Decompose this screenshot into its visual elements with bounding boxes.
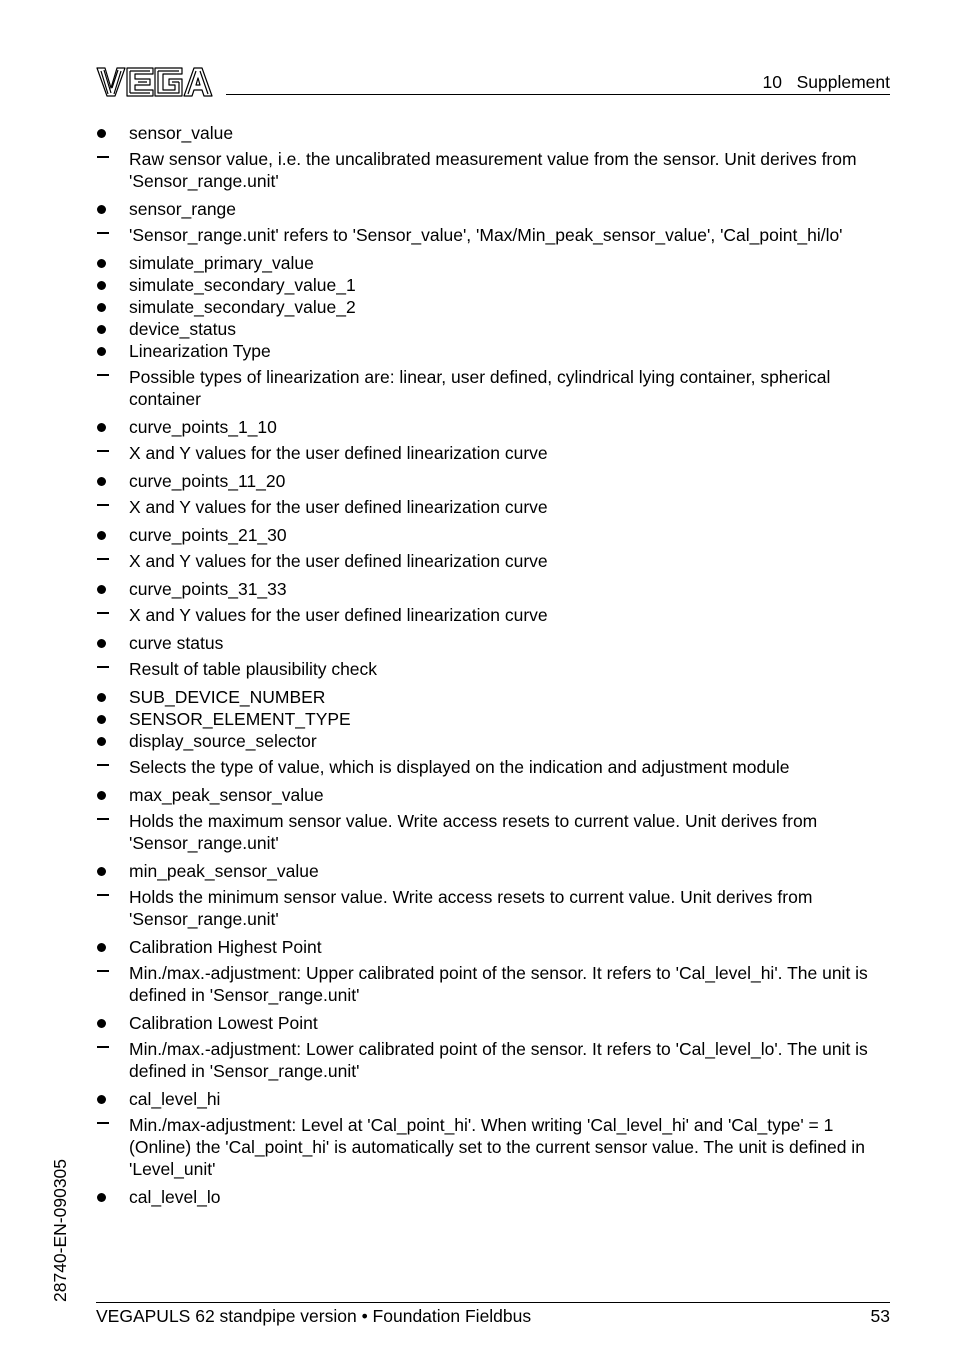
parameter-description [96,224,890,246]
dash-icon [96,886,110,908]
parameter-description [96,810,890,854]
parameter-item [96,252,890,274]
bullet-icon [96,296,110,318]
bullet-icon [96,708,110,730]
parameter-description [96,496,890,518]
item-text: SENSOR_ELEMENT_TYPE [129,709,351,729]
dash-icon [96,962,110,984]
parameter-item [96,318,890,340]
parameter-item [96,1012,890,1034]
dash-icon [96,1114,110,1136]
parameter-item [96,730,890,752]
item-text: X and Y values for the user defined linearization curve [129,497,548,517]
item-text: sensor_range [129,199,237,219]
item-text: Min./max.-adjustment: Upper calibrated point of the sensor. It refers to 'Cal_level_hi'. The unit is defined in 'Sensor_range.unit' [129,963,868,1005]
bullet-icon [96,686,110,708]
parameter-description [96,550,890,572]
parameter-list [96,122,890,1208]
parameter-item [96,632,890,654]
document-code: 28740-EN-090305 [50,1158,70,1302]
bullet-icon [96,1088,110,1110]
parameter-item [96,936,890,958]
item-text: max_peak_sensor_value [129,785,324,805]
dash-icon [96,224,110,246]
item-text: Possible types of linearization are: linear, user defined, cylindrical lying container, spherical container [129,367,831,409]
dash-icon [96,756,110,778]
footer-title: VEGAPULS 62 standpipe version • Foundation Fieldbus [96,1306,532,1326]
item-text: display_source_selector [129,731,317,751]
bullet-icon [96,470,110,492]
parameter-item [96,122,890,144]
item-text: min_peak_sensor_value [129,861,319,881]
item-text: simulate_secondary_value_1 [129,275,356,295]
parameter-description [96,148,890,192]
parameter-description [96,1038,890,1082]
dash-icon [96,810,110,832]
parameter-description [96,366,890,410]
item-text: simulate_secondary_value_2 [129,297,356,317]
item-text: curve_points_21_30 [129,525,287,545]
parameter-item [96,860,890,882]
bullet-icon [96,252,110,274]
dash-icon [96,496,110,518]
parameter-description [96,1114,890,1180]
bullet-icon [96,860,110,882]
parameter-item [96,1186,890,1208]
item-text: Calibration Lowest Point [129,1013,318,1033]
header-rule [226,94,890,95]
dash-icon [96,550,110,572]
item-text: Linearization Type [129,341,271,361]
bullet-icon [96,936,110,958]
parameter-description [96,962,890,1006]
item-text: Result of table plausibility check [129,659,378,679]
parameter-item [96,296,890,318]
bullet-icon [96,122,110,144]
parameter-description [96,658,890,680]
bullet-icon [96,1186,110,1208]
footer-rule [96,1302,890,1303]
parameter-item [96,416,890,438]
item-text: simulate_primary_value [129,253,314,273]
dash-icon [96,604,110,626]
parameter-item [96,784,890,806]
bullet-icon [96,632,110,654]
item-text: Raw sensor value, i.e. the uncalibrated measurement value from the sensor. Unit derives from 'Sensor_range.unit' [129,149,857,191]
item-text: curve_points_1_10 [129,417,277,437]
vega-logo [96,66,214,98]
bullet-icon [96,524,110,546]
bullet-icon [96,1012,110,1034]
item-text: curve_points_11_20 [129,471,286,491]
section-header: 10 Supplement [762,72,890,92]
parameter-item [96,274,890,296]
parameter-description [96,886,890,930]
parameter-description [96,442,890,464]
item-text: cal_level_hi [129,1089,221,1109]
page-number: 53 [870,1306,890,1326]
item-text: Holds the maximum sensor value. Write access resets to current value. Unit derives from 'Sensor_range.unit' [129,811,818,853]
parameter-item [96,1088,890,1110]
parameter-item [96,708,890,730]
bullet-icon [96,730,110,752]
bullet-icon [96,578,110,600]
item-text: X and Y values for the user defined linearization curve [129,605,548,625]
item-text: device_status [129,319,237,339]
parameter-description [96,604,890,626]
bullet-icon [96,198,110,220]
bullet-icon [96,318,110,340]
item-text: SUB_DEVICE_NUMBER [129,687,326,707]
parameter-item [96,470,890,492]
item-text: X and Y values for the user defined linearization curve [129,443,548,463]
bullet-icon [96,274,110,296]
parameter-item [96,340,890,362]
bullet-icon [96,416,110,438]
item-text: 'Sensor_range.unit' refers to 'Sensor_value', 'Max/Min_peak_sensor_value', 'Cal_point_hi/lo' [129,225,843,245]
bullet-icon [96,784,110,806]
dash-icon [96,442,110,464]
item-text: Min./max.-adjustment: Lower calibrated point of the sensor. It refers to 'Cal_level_lo'. The unit is defined in 'Sensor_range.unit' [129,1039,868,1081]
item-text: Min./max-adjustment: Level at 'Cal_point_hi'. When writing 'Cal_level_hi' and 'Cal_type' = 1 (Online) the 'Cal_point_hi' is automatically set to the current sensor value. The unit is defined in 'Level_unit' [129,1115,865,1179]
item-text: sensor_value [129,123,234,143]
parameter-item [96,524,890,546]
parameter-item [96,578,890,600]
bullet-icon [96,340,110,362]
dash-icon [96,148,110,170]
item-text: X and Y values for the user defined linearization curve [129,551,548,571]
item-text: Holds the minimum sensor value. Write access resets to current value. Unit derives from 'Sensor_range.unit' [129,887,813,929]
item-text: Calibration Highest Point [129,937,322,957]
dash-icon [96,1038,110,1060]
parameter-item [96,198,890,220]
item-text: cal_level_lo [129,1187,221,1207]
parameter-item [96,686,890,708]
item-text: curve_points_31_33 [129,579,287,599]
dash-icon [96,366,110,388]
dash-icon [96,658,110,680]
item-text: curve status [129,633,224,653]
item-text: Selects the type of value, which is displayed on the indication and adjustment module [129,757,790,777]
parameter-description [96,756,890,778]
